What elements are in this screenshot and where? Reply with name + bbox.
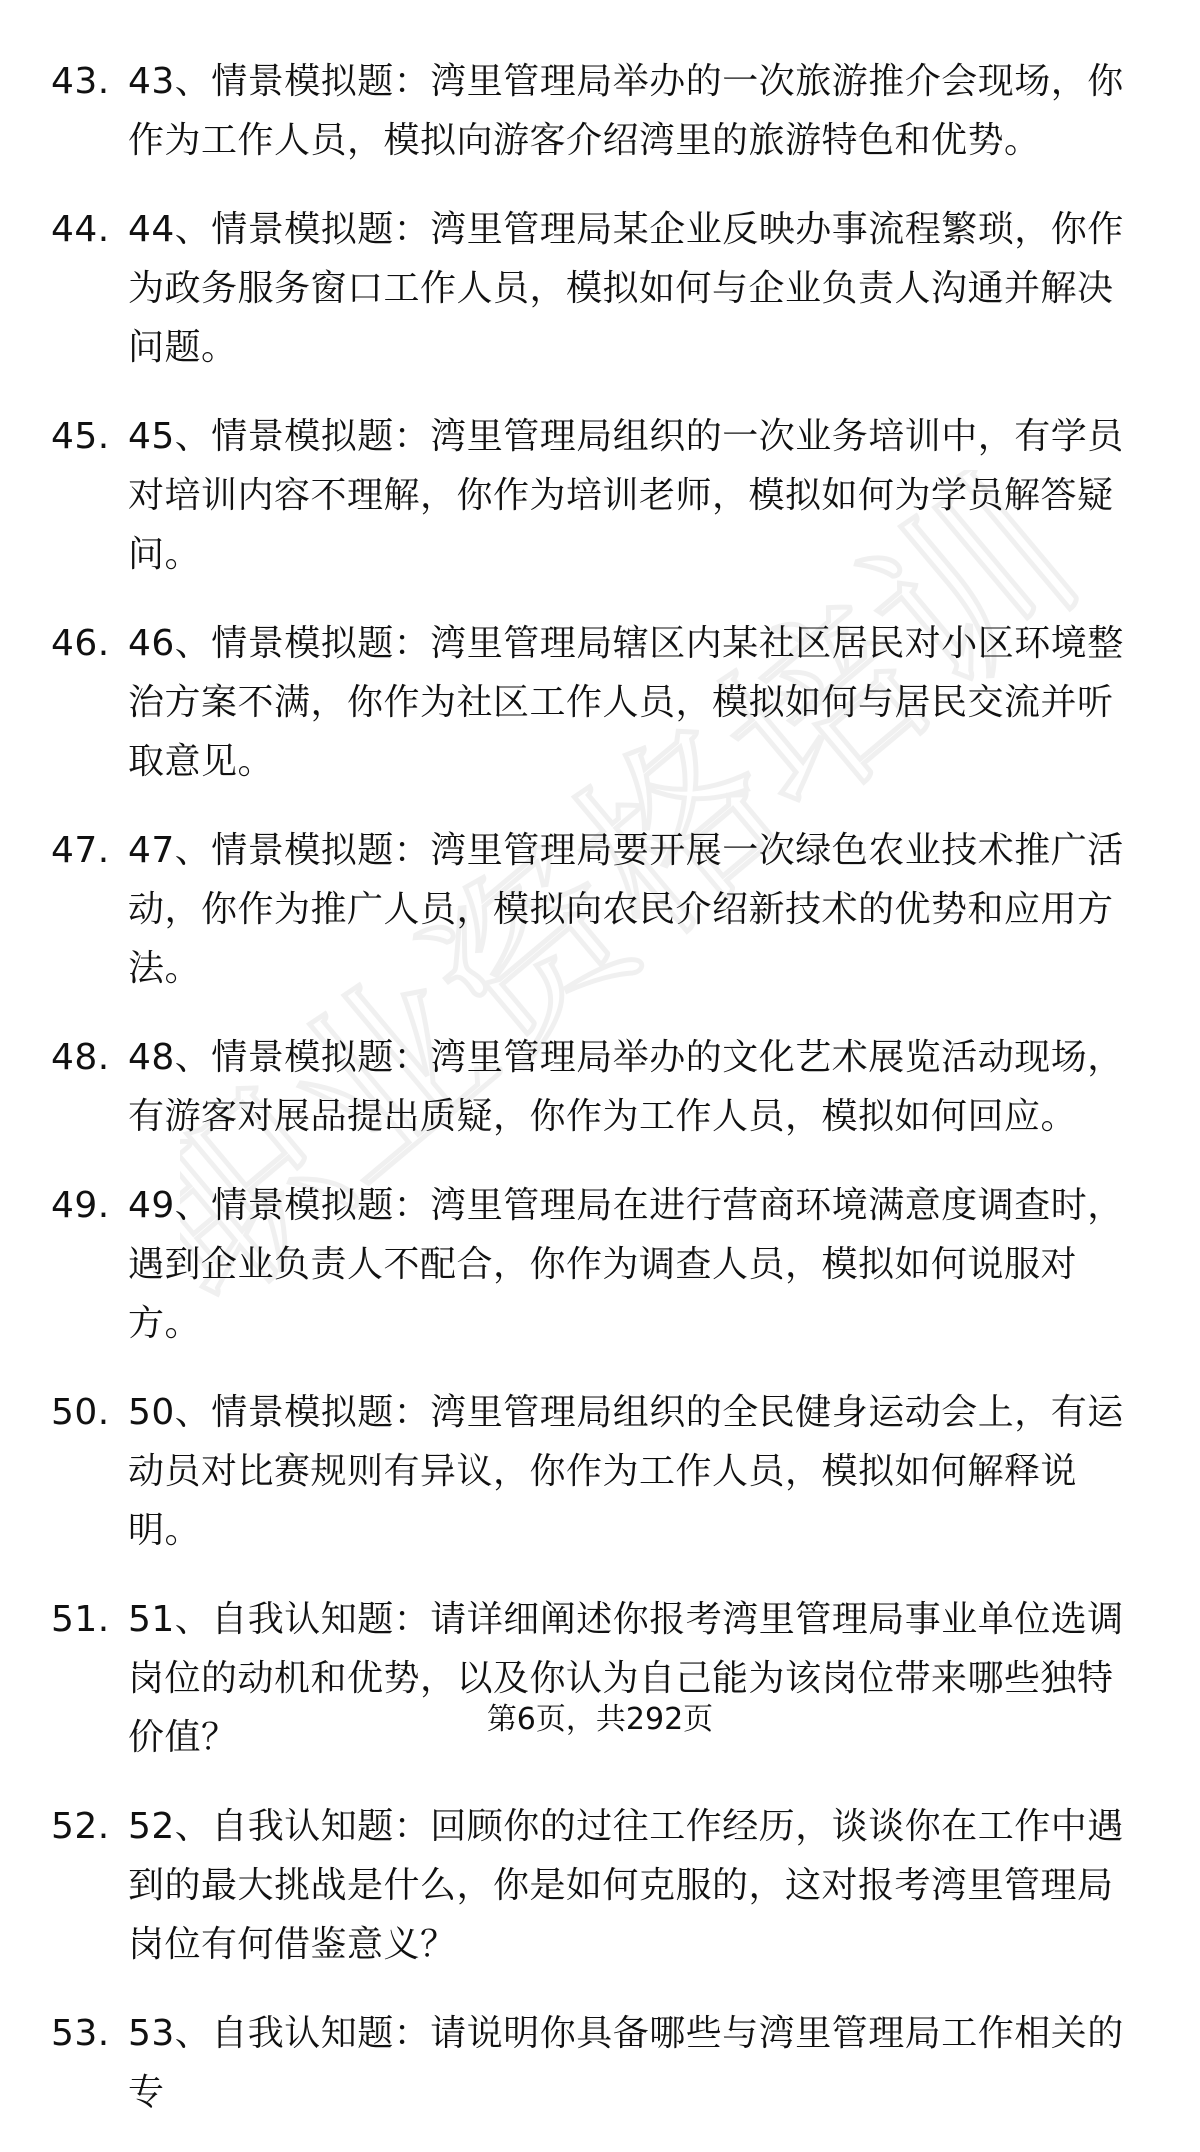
page-number-footer: 第6页，共292页 [486, 1702, 714, 1737]
item-text: 49、情景模拟题：湾里管理局在进行营商环境满意度调查时，遇到企业负责人不配合，你作为调查人员，模拟如何说服对方。 [128, 1185, 1124, 1344]
item-text: 51、自我认知题：请详细阐述你报考湾里管理局事业单位选调岗位的动机和优势，以及你认为自己能为该岗位带来哪些独特价值？ [128, 1599, 1124, 1758]
list-item [0, 52, 1200, 170]
item-number: 44. [51, 209, 110, 250]
watermark-text: 职业资格培训 [180, 470, 1080, 1344]
list-item [0, 614, 1200, 791]
list-item [0, 407, 1200, 584]
item-text: 52、自我认知题：回顾你的过往工作经历，谈谈你在工作中遇到的最大挑战是什么，你是如何克服的，这对报考湾里管理局岗位有何借鉴意义？ [128, 1806, 1124, 1965]
list-item [0, 200, 1200, 377]
item-number: 52. [51, 1806, 110, 1847]
item-number: 50. [51, 1392, 110, 1433]
list-item [0, 1176, 1200, 1353]
item-text: 50、情景模拟题：湾里管理局组织的全民健身运动会上，有运动员对比赛规则有异议，你作为工作人员，模拟如何解释说明。 [128, 1392, 1124, 1551]
item-text: 43、情景模拟题：湾里管理局举办的一次旅游推介会现场，你作为工作人员，模拟向游客介绍湾里的旅游特色和优势。 [128, 61, 1124, 161]
item-text: 45、情景模拟题：湾里管理局组织的一次业务培训中，有学员对培训内容不理解，你作为培训老师，模拟如何为学员解答疑问。 [128, 416, 1124, 575]
item-text: 47、情景模拟题：湾里管理局要开展一次绿色农业技术推广活动，你作为推广人员，模拟向农民介绍新技术的优势和应用方法。 [128, 830, 1124, 989]
item-number: 45. [51, 416, 110, 457]
list-item [0, 1383, 1200, 1560]
item-number: 51. [51, 1599, 110, 1640]
item-text: 48、情景模拟题：湾里管理局举办的文化艺术展览活动现场，有游客对展品提出质疑，你作为工作人员，模拟如何回应。 [128, 1037, 1124, 1137]
list-item [0, 2004, 1200, 2122]
list-item [0, 1590, 1200, 1767]
question-list [0, 52, 1200, 2152]
item-number: 47. [51, 830, 110, 871]
item-number: 49. [51, 1185, 110, 1226]
item-text: 44、情景模拟题：湾里管理局某企业反映办事流程繁琐，你作为政务服务窗口工作人员，模拟如何与企业负责人沟通并解决问题。 [128, 209, 1124, 368]
item-text: 46、情景模拟题：湾里管理局辖区内某社区居民对小区环境整治方案不满，你作为社区工作人员，模拟如何与居民交流并听取意见。 [128, 623, 1124, 782]
item-number: 43. [51, 61, 110, 102]
list-item [0, 1028, 1200, 1146]
item-number: 53. [51, 2013, 110, 2054]
list-item [0, 821, 1200, 998]
item-text: 53、自我认知题：请说明你具备哪些与湾里管理局工作相关的专 [128, 2013, 1124, 2113]
item-number: 46. [51, 623, 110, 664]
list-item [0, 1797, 1200, 1974]
item-number: 48. [51, 1037, 110, 1078]
